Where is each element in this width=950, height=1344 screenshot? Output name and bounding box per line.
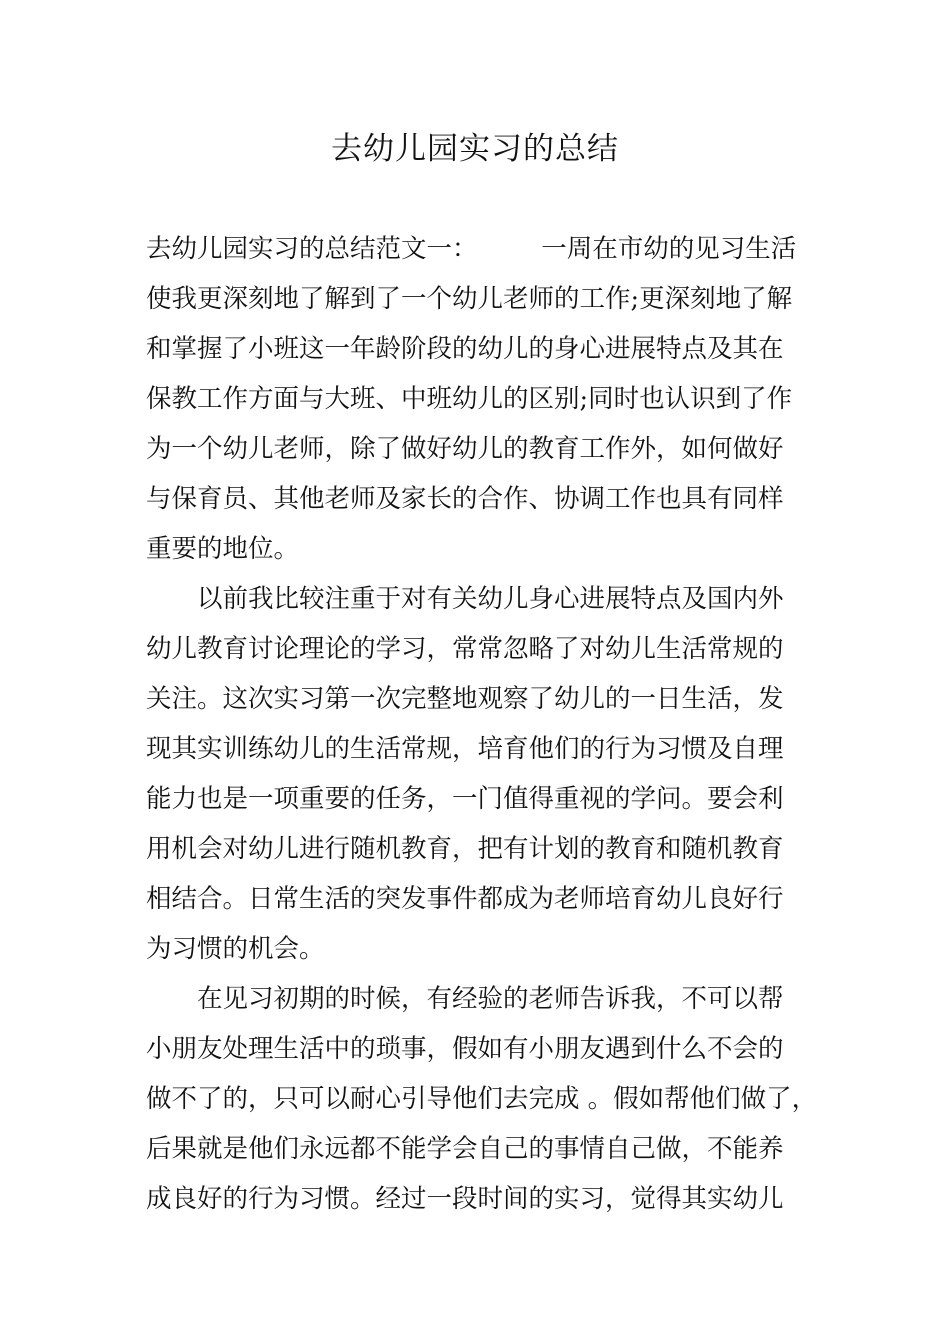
text-line: 使我更深刻地了解到了一个幼儿老师的工作;更深刻地了解: [146, 284, 793, 314]
text-line: 用机会对幼儿进行随机教育，把有计划的教育和随机教育: [146, 834, 784, 864]
text-line: 保教工作方面与大班、中班幼儿的区别;同时也认识到了作: [146, 384, 793, 414]
text-line: 和掌握了小班这一年龄阶段的幼儿的身心进展特点及其在: [146, 334, 784, 364]
text-line: 成良好的行为习惯。经过一段时间的实习，觉得其实幼儿: [146, 1184, 784, 1214]
text-line: 以前我比较注重于对有关幼儿身心进展特点及国内外: [146, 584, 784, 614]
text-line: 现其实训练幼儿的生活常规，培育他们的行为习惯及自理: [146, 734, 784, 764]
text-line: 重要的地位。: [146, 534, 300, 564]
text-line: 能力也是一项重要的任务，一门值得重视的学问。要会利: [146, 784, 784, 814]
text-line: 做不了的，只可以耐心引导他们去完成 。假如帮他们做了，: [146, 1084, 818, 1114]
text-line: 小朋友处理生活中的琐事，假如有小朋友遇到什么不会的: [146, 1034, 784, 1064]
text-line: 关注。这次实习第一次完整地观察了幼儿的一日生活，发: [146, 684, 784, 714]
text-line: 去幼儿园实习的总结范文一： 一周在市幼的见习生活: [146, 234, 797, 264]
text-line: 后果就是他们永远都不能学会自己的事情自己做，不能养: [146, 1134, 784, 1164]
document-title: 去幼儿园实习的总结: [331, 131, 619, 167]
text-line: 在见习初期的时候，有经验的老师告诉我，不可以帮: [146, 984, 784, 1014]
text-line: 为一个幼儿老师，除了做好幼儿的教育工作外，如何做好: [146, 434, 784, 464]
text-line: 相结合。日常生活的突发事件都成为老师培育幼儿良好行: [146, 884, 784, 914]
text-line: 幼儿教育讨论理论的学习，常常忽略了对幼儿生活常规的: [146, 634, 784, 664]
text-line: 为习惯的机会。: [146, 934, 325, 964]
text-line: 与保育员、其他老师及家长的合作、协调工作也具有同样: [146, 484, 784, 514]
